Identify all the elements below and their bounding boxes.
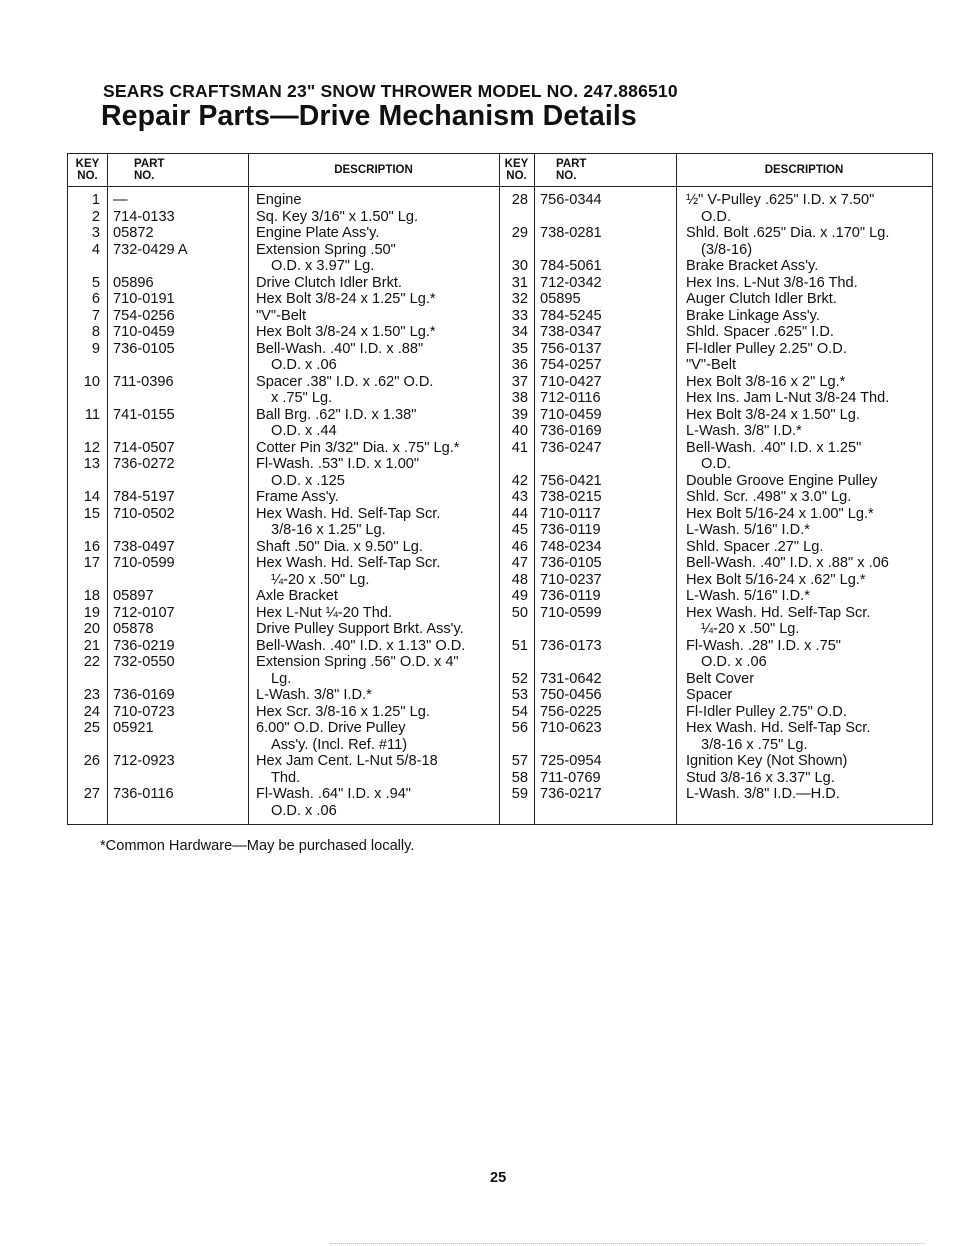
- table-cell: [70, 258, 100, 275]
- right-description-column: [686, 192, 932, 803]
- table-cell: 738-0281: [540, 225, 602, 241]
- table-cell: Hex Scr. 3/8-16 x 1.25" Lg.: [256, 703, 430, 720]
- table-cell: [70, 572, 100, 589]
- table-cell: 710-0459: [113, 324, 175, 340]
- table-cell: 736-0169: [540, 423, 602, 439]
- table-cell: 736-0119: [540, 588, 601, 604]
- table-cell: Hex Bolt 3/8-24 x 1.50" Lg.*: [256, 324, 436, 340]
- table-cell: 784-5245: [540, 307, 602, 324]
- table-cell: 714-0133: [113, 208, 175, 225]
- table-cell: ½" V-Pulley .625" I.D. x 7.50": [686, 192, 875, 208]
- table-cell: 710-0723: [113, 703, 175, 720]
- header-description-right: DESCRIPTION: [764, 163, 844, 176]
- table-cell: Hex Bolt 5/16-24 x 1.00" Lg.*: [686, 505, 874, 522]
- table-cell: 30: [511, 258, 528, 274]
- table-cell: 756-0137: [540, 340, 602, 357]
- table-cell: [540, 737, 674, 754]
- table-cell: [500, 456, 528, 473]
- table-cell: Fl-Wash. .64" I.D. x .94": [256, 786, 411, 802]
- table-cell: 3/8-16 x 1.25" Lg.: [271, 522, 386, 538]
- table-cell: 712-0107: [113, 604, 175, 621]
- table-cell: 46: [511, 538, 528, 555]
- table-cell: 27: [83, 786, 100, 802]
- table-cell: [113, 803, 245, 820]
- table-cell: 710-0117: [540, 505, 601, 522]
- table-cell: 736-0119: [540, 522, 601, 538]
- table-cell: O.D. x .06: [271, 357, 337, 373]
- table-cell: 784-5197: [113, 489, 175, 505]
- table-cell: Hex Jam Cent. L-Nut 5/8-18: [256, 753, 438, 769]
- table-cell: L-Wash. 5/16" I.D.*: [686, 588, 810, 604]
- table-cell: Extension Spring .56" O.D. x 4": [256, 654, 459, 670]
- table-cell: [500, 621, 528, 638]
- table-cell: 15: [83, 505, 100, 522]
- subtitle: SEARS CRAFTSMAN 23" SNOW THROWER MODEL NO. 247.886510: [103, 81, 678, 101]
- table-cell: 736-0247: [540, 439, 602, 456]
- table-cell: 54: [511, 703, 528, 720]
- table-cell: 33: [511, 307, 528, 324]
- table-cell: 738-0347: [540, 324, 602, 340]
- table-cell: 45: [511, 522, 528, 538]
- table-cell: 52: [511, 670, 528, 687]
- table-cell: Stud 3/8-16 x 3.37" Lg.: [686, 769, 835, 786]
- table-cell: Extension Spring .50": [256, 241, 396, 258]
- table-cell: 40: [511, 423, 528, 439]
- header-description: DESCRIPTION: [334, 163, 413, 176]
- table-cell: Hex Bolt 3/8-24 x 1.50" Lg.: [686, 406, 860, 423]
- table-cell: 36: [511, 357, 528, 373]
- table-cell: 50: [511, 604, 528, 621]
- table-cell: 714-0507: [113, 439, 175, 456]
- table-cell: 44: [511, 505, 528, 522]
- table-cell: 738-0497: [113, 538, 175, 555]
- table-cell: [113, 572, 245, 589]
- table-cell: 736-0272: [113, 456, 175, 472]
- table-cell: 710-0237: [540, 571, 602, 588]
- table-cell: Brake Bracket Ass'y.: [686, 258, 819, 274]
- table-cell: 39: [511, 406, 528, 423]
- table-cell: Fl-Idler Pulley 2.25" O.D.: [686, 340, 847, 357]
- table-cell: [540, 209, 674, 226]
- table-cell: Ball Brg. .62" I.D. x 1.38": [256, 406, 417, 423]
- table-cell: [70, 473, 100, 490]
- table-cell: [113, 737, 245, 754]
- table-cell: [113, 671, 245, 688]
- table-cell: L-Wash. 3/8" I.D.*: [256, 687, 372, 703]
- table-cell: [113, 357, 245, 374]
- table-cell: Ass'y. (Incl. Ref. #11): [271, 736, 408, 753]
- table-cell: [113, 770, 245, 787]
- table-cell: 48: [511, 571, 528, 588]
- table-cell: Engine: [256, 192, 302, 208]
- table-cell: [70, 522, 100, 539]
- table-cell: 42: [511, 472, 528, 489]
- table-cell: O.D.: [701, 456, 731, 472]
- table-cell: Bell-Wash. .40" I.D. x 1.25": [686, 439, 862, 456]
- table-cell: [500, 654, 528, 671]
- parts-table: [67, 153, 933, 825]
- table-cell: Hex Ins. Jam L-Nut 3/8-24 Thd.: [686, 390, 890, 406]
- table-cell: 20: [83, 621, 100, 637]
- table-cell: 1: [91, 192, 100, 208]
- table-cell: 29: [511, 225, 528, 241]
- table-cell: [70, 423, 100, 440]
- table-cell: ¼-20 x .50" Lg.: [701, 621, 800, 637]
- table-cell: 53: [511, 687, 528, 703]
- table-cell: 05921: [113, 720, 154, 736]
- table-cell: Hex Bolt 5/16-24 x .62" Lg.*: [686, 571, 866, 588]
- table-cell: Spacer .38" I.D. x .62" O.D.: [256, 373, 434, 390]
- page-title: Repair Parts—Drive Mechanism Details: [101, 100, 637, 132]
- table-cell: Hex L-Nut ¼-20 Thd.: [256, 604, 393, 621]
- table-cell: "V"-Belt: [686, 357, 737, 373]
- table-cell: 05872: [113, 225, 154, 241]
- table-cell: [113, 423, 245, 440]
- table-cell: O.D. x .06: [271, 802, 337, 819]
- table-cell: 6: [91, 291, 100, 307]
- table-cell: 59: [511, 786, 528, 802]
- table-cell: 56: [511, 720, 528, 736]
- table-cell: Hex Wash. Hd. Self-Tap Scr.: [256, 505, 441, 522]
- table-cell: 738-0215: [540, 489, 602, 505]
- table-cell: 731-0642: [540, 670, 602, 687]
- table-cell: 35: [511, 340, 528, 357]
- table-cell: Belt Cover: [686, 670, 755, 687]
- table-cell: 756-0344: [540, 192, 602, 208]
- column-divider: [107, 154, 108, 824]
- table-cell: 732-0550: [113, 654, 175, 670]
- table-cell: 05897: [113, 588, 154, 604]
- header-divider: [68, 186, 932, 187]
- table-cell: 34: [511, 324, 528, 340]
- table-cell: Cotter Pin 3/32" Dia. x .75" Lg.*: [256, 439, 460, 456]
- table-cell: [113, 522, 245, 539]
- table-cell: 732-0429 A: [113, 241, 188, 258]
- right-part-column: [540, 192, 674, 803]
- table-cell: [70, 671, 100, 688]
- header-part-no: PART NO.: [134, 157, 165, 182]
- table-cell: [70, 770, 100, 787]
- table-cell: 26: [83, 753, 100, 769]
- table-cell: Sq. Key 3/16" x 1.50" Lg.: [256, 208, 419, 225]
- table-cell: 712-0923: [113, 753, 175, 769]
- table-cell: 748-0234: [540, 538, 602, 555]
- table-cell: Shld. Scr. .498" x 3.0" Lg.: [686, 489, 852, 505]
- table-cell: 19: [83, 604, 100, 621]
- table-cell: 32: [511, 291, 528, 307]
- left-part-column: [113, 192, 245, 819]
- table-cell: Shaft .50" Dia. x 9.50" Lg.: [256, 538, 423, 555]
- table-cell: 754-0257: [540, 357, 602, 373]
- table-cell: 05878: [113, 621, 154, 637]
- table-cell: 05896: [113, 274, 154, 291]
- table-cell: L-Wash. 3/8" I.D.—H.D.: [686, 786, 840, 802]
- table-cell: Shld. Spacer .27" Lg.: [686, 538, 824, 555]
- right-key-column: [500, 192, 528, 803]
- table-cell: 17: [83, 555, 100, 571]
- table-cell: 37: [511, 373, 528, 390]
- table-cell: 710-0191: [113, 291, 175, 307]
- table-cell: 4: [91, 241, 100, 258]
- table-cell: 11: [84, 406, 100, 423]
- left-description-column: [256, 192, 500, 819]
- table-cell: Double Groove Engine Pulley: [686, 472, 878, 489]
- table-cell: L-Wash. 3/8" I.D.*: [686, 423, 802, 439]
- table-cell: O.D.: [701, 208, 731, 225]
- table-cell: 736-0219: [113, 637, 175, 654]
- page-number: 25: [490, 1170, 507, 1186]
- table-cell: 710-0623: [540, 720, 602, 736]
- table-cell: [70, 390, 100, 407]
- table-cell: Hex Ins. L-Nut 3/8-16 Thd.: [686, 274, 858, 291]
- table-cell: 756-0421: [540, 472, 602, 489]
- table-cell: 711-0769: [540, 769, 601, 786]
- table-cell: O.D. x .06: [701, 654, 767, 670]
- table-cell: Hex Wash. Hd. Self-Tap Scr.: [256, 555, 441, 571]
- table-cell: 3/8-16 x .75" Lg.: [701, 736, 808, 753]
- table-cell: O.D. x .125: [271, 472, 345, 489]
- table-cell: Hex Bolt 3/8-16 x 2" Lg.*: [686, 373, 846, 390]
- table-cell: Lg.: [271, 670, 292, 687]
- table-cell: 710-0502: [113, 505, 175, 522]
- header-key-no: KEY NO.: [75, 157, 100, 182]
- table-cell: 710-0599: [113, 555, 175, 571]
- table-cell: [70, 357, 100, 374]
- table-cell: 21: [83, 637, 100, 654]
- table-cell: 38: [511, 390, 528, 406]
- table-cell: [500, 209, 528, 226]
- table-cell: 41: [511, 439, 528, 456]
- table-cell: Shld. Spacer .625" I.D.: [686, 324, 834, 340]
- table-cell: 5: [91, 274, 100, 291]
- table-cell: 754-0256: [113, 307, 175, 324]
- table-cell: 710-0427: [540, 373, 602, 390]
- table-cell: Fl-Wash. .28" I.D. x .75": [686, 637, 841, 654]
- table-cell: 741-0155: [113, 406, 175, 423]
- table-cell: 710-0459: [540, 406, 602, 423]
- table-cell: Engine Plate Ass'y.: [256, 225, 380, 241]
- table-cell: 756-0225: [540, 703, 602, 720]
- table-cell: Fl-Wash. .53" I.D. x 1.00": [256, 456, 420, 472]
- table-cell: [70, 803, 100, 820]
- table-cell: 736-0116: [113, 786, 174, 802]
- table-cell: 05895: [540, 291, 581, 307]
- header-part-no-right: PART NO.: [556, 157, 587, 182]
- table-cell: Frame Ass'y.: [256, 489, 339, 505]
- table-cell: 22: [83, 654, 100, 670]
- table-cell: [540, 654, 674, 671]
- table-cell: 43: [511, 489, 528, 505]
- table-cell: Ignition Key (Not Shown): [686, 753, 848, 769]
- table-cell: 712-0342: [540, 274, 602, 291]
- table-cell: 16: [83, 538, 100, 555]
- table-cell: Spacer: [686, 687, 733, 703]
- table-cell: Bell-Wash. .40" I.D. x .88": [256, 340, 424, 357]
- table-cell: Bell-Wash. .40" I.D. x .88" x .06: [686, 555, 889, 571]
- table-cell: [540, 621, 674, 638]
- table-cell: Axle Bracket: [256, 588, 338, 604]
- table-cell: 51: [511, 637, 528, 654]
- table-cell: 3: [91, 225, 100, 241]
- table-cell: 6.00" O.D. Drive Pulley: [256, 720, 406, 736]
- table-cell: ¼-20 x .50" Lg.: [271, 571, 370, 588]
- table-cell: 14: [83, 489, 100, 505]
- table-cell: Thd.: [271, 769, 301, 786]
- table-cell: Drive Clutch Idler Brkt.: [256, 274, 402, 291]
- table-cell: 7: [91, 307, 100, 324]
- table-cell: —: [113, 192, 128, 208]
- table-cell: x .75" Lg.: [271, 390, 333, 406]
- table-cell: (3/8-16): [701, 241, 753, 258]
- table-cell: 712-0116: [540, 390, 601, 406]
- table-cell: O.D. x .44: [271, 423, 337, 439]
- table-cell: L-Wash. 5/16" I.D.*: [686, 522, 810, 538]
- table-cell: 24: [83, 703, 100, 720]
- table-cell: Hex Wash. Hd. Self-Tap Scr.: [686, 604, 871, 621]
- table-cell: Auger Clutch Idler Brkt.: [686, 291, 837, 307]
- table-cell: [540, 456, 674, 473]
- table-cell: [70, 737, 100, 754]
- table-cell: Hex Wash. Hd. Self-Tap Scr.: [686, 720, 871, 736]
- table-cell: 2: [91, 208, 100, 225]
- column-divider: [248, 154, 249, 824]
- table-cell: Brake Linkage Ass'y.: [686, 307, 820, 324]
- table-cell: "V"-Belt: [256, 307, 307, 324]
- table-cell: 736-0105: [113, 340, 175, 357]
- table-cell: [113, 258, 245, 275]
- table-cell: O.D. x 3.97" Lg.: [271, 258, 375, 274]
- table-cell: 12: [83, 439, 100, 456]
- table-cell: 8: [91, 324, 100, 340]
- table-cell: 725-0954: [540, 753, 602, 769]
- table-cell: 28: [511, 192, 528, 208]
- table-cell: [500, 242, 528, 259]
- header-key-no-right: KEY NO.: [504, 157, 529, 182]
- table-cell: 47: [511, 555, 528, 571]
- table-cell: 711-0396: [113, 373, 174, 390]
- table-cell: 736-0217: [540, 786, 602, 802]
- table-cell: 736-0105: [540, 555, 602, 571]
- table-cell: Hex Bolt 3/8-24 x 1.25" Lg.*: [256, 291, 436, 307]
- table-cell: 18: [83, 588, 100, 604]
- table-cell: Fl-Idler Pulley 2.75" O.D.: [686, 703, 847, 720]
- table-cell: 10: [83, 373, 100, 390]
- table-cell: 9: [91, 340, 100, 357]
- column-divider: [534, 154, 535, 824]
- column-divider: [676, 154, 677, 824]
- table-cell: [113, 473, 245, 490]
- table-cell: 23: [83, 687, 100, 703]
- table-cell: [500, 737, 528, 754]
- table-cell: Drive Pulley Support Brkt. Ass'y.: [256, 621, 464, 637]
- left-key-column: [70, 192, 100, 819]
- table-cell: [113, 390, 245, 407]
- table-cell: 57: [511, 753, 528, 769]
- table-cell: [540, 242, 674, 259]
- table-cell: 784-5061: [540, 258, 602, 274]
- table-cell: 736-0169: [113, 687, 175, 703]
- table-cell: 25: [83, 720, 100, 736]
- table-cell: Shld. Bolt .625" Dia. x .170" Lg.: [686, 225, 890, 241]
- table-cell: Bell-Wash. .40" I.D. x 1.13" O.D.: [256, 637, 466, 654]
- table-cell: 710-0599: [540, 604, 602, 621]
- table-cell: 49: [511, 588, 528, 604]
- footer-rule: [330, 1243, 924, 1244]
- table-cell: 31: [511, 274, 528, 291]
- table-cell: 750-0456: [540, 687, 602, 703]
- table-cell: 736-0173: [540, 637, 602, 654]
- table-cell: 58: [511, 769, 528, 786]
- footnote: *Common Hardware—May be purchased locally.: [100, 838, 415, 854]
- table-cell: 13: [83, 456, 100, 472]
